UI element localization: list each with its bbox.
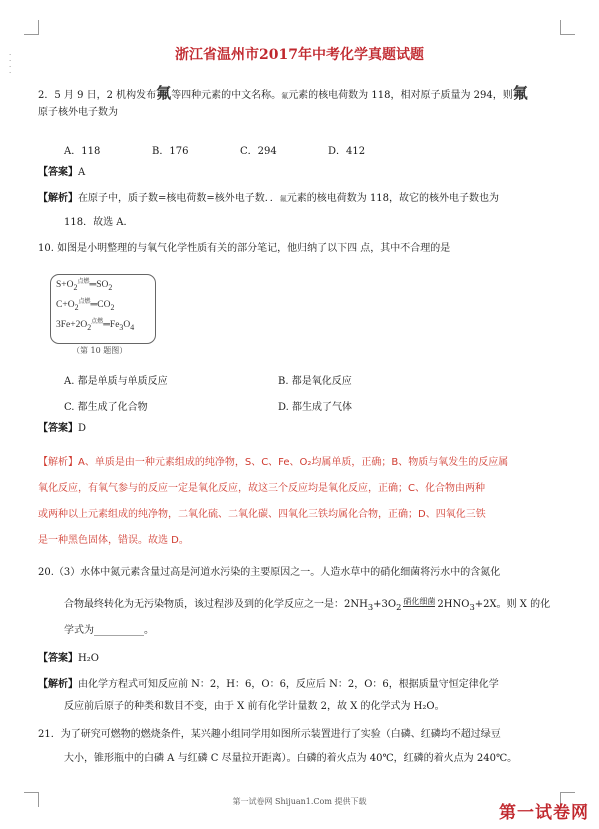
q2-analysis-line1: 【解析】在原子中，质子数=核电荷数=核外电子数．．氟元素的核电荷数为 118，故它的核外电子数也为 <box>38 193 500 204</box>
figure-equation-3: $3Fe+2O_2^{点燃}═Fe_3O_4$ <box>56 319 135 332</box>
figure-equation-2: $C+O_2^{点燃}═CO_2$ <box>56 299 115 312</box>
q2-line2: 原子核外电子数为 <box>38 107 118 118</box>
q2-analysis-line2: 118．故选 A． <box>64 217 134 228</box>
q20-analysis-line1: 【解析】由化学方程式可知反应前 N：2，H：6，O：6，反应后 N：2，O：6，根据质量守恒定律化学 <box>38 679 499 690</box>
q10-analysis-line3: 或两种以上元素组成的纯净物，二氧化硫、二氧化碳、四氧化三铁均属化合物，正确；D、四氧化三铁 <box>38 509 486 520</box>
q10-option-d: D. 都生成了气体 <box>278 402 353 413</box>
q2-line1: 2．5 月 9 日，2 机构发布氟等四种元素的中文名称。氟元素的核电荷数为 118，相对原子质量为 294，则氟 <box>38 84 528 102</box>
q10-analysis-line1: 【解析】A、单质是由一种元素组成的纯净物，S、C、Fe、O₂均属单质，正确；B、物质与氧发生的反应属 <box>38 457 509 468</box>
q10-option-b: B. 都是氧化反应 <box>278 376 352 387</box>
crop-mark-top-left <box>24 20 39 35</box>
q2-answer: 【答案】A <box>38 167 86 178</box>
q10-option-a: A. 都是单质与单质反应 <box>64 376 168 387</box>
binding-dots: · · · · <box>9 51 12 77</box>
q10-analysis-line4: 是一种黑色固体，错误。故选 D。 <box>38 535 189 546</box>
q10-answer: 【答案】D <box>38 423 87 434</box>
q10-stem: 10. 如图是小明整理的与氧气化学性质有关的部分笔记，他归纳了以下四 点，其中不合理的是 <box>38 243 451 254</box>
q20-answer: 【答案】H₂O <box>38 653 99 664</box>
q20-stem-line3: 学式为__________。 <box>64 625 154 636</box>
q2-option-d: D．412 <box>328 146 366 157</box>
q20-stem-line2: 合物最终转化为无污染物质，该过程涉及到的化学反应之一是：$2NH_3+3O_2$ 硝化细菌 $2HNO_3+2X$。则 X 的化 <box>64 597 551 612</box>
q20-analysis-line2: 反应前后原子的种类和数目不变，由于 X 前有化学计量数 2，故 X 的化学式为 H₂O。 <box>64 701 445 712</box>
element-glyph-2: 氟 <box>512 84 528 102</box>
q21-line2: 大小，锥形瓶中的白磷 A 与红磷 C 尽量拉开距离）。白磷的着火点为 40℃，红磷的着火点为 240℃。 <box>64 753 518 764</box>
figure-caption: （第 10 题图） <box>72 346 128 355</box>
q21-line1: 21．为了研究可燃物的燃烧条件，某兴趣小组同学用如图所示装置进行了实验（白磷、红磷均不超过绿豆 <box>38 729 501 740</box>
page-footer: 第一试卷网 Shijuan1.Com 提供下载 <box>232 797 367 806</box>
site-logo: 第一试卷网 <box>499 803 589 823</box>
q10-analysis-line2: 氧化反应，有氧气参与的反应一定是氧化反应，故这三个反应均是氧化反应，正确；C、化合物由两种 <box>38 483 485 494</box>
page-title: 浙江省温州市2017年中考化学真题试题 <box>175 47 424 63</box>
crop-mark-top-right <box>560 20 575 35</box>
element-glyph: 氟 <box>156 84 172 102</box>
q20-stem-line1: 20.（3）水体中氮元素含量过高是河道水污染的主要原因之一。人造水草中的硝化细菌将污水中的含氮化 <box>38 567 501 578</box>
element-glyph-small: 氟 <box>281 92 289 100</box>
q2-option-c: C．294 <box>240 146 277 157</box>
q2-option-b: B．176 <box>152 146 189 157</box>
q2-option-a: A．118 <box>64 146 101 157</box>
q10-option-c: C. 都生成了化合物 <box>64 402 148 413</box>
figure-equation-1: $S+O_2^{点燃}═SO_2$ <box>56 279 113 292</box>
